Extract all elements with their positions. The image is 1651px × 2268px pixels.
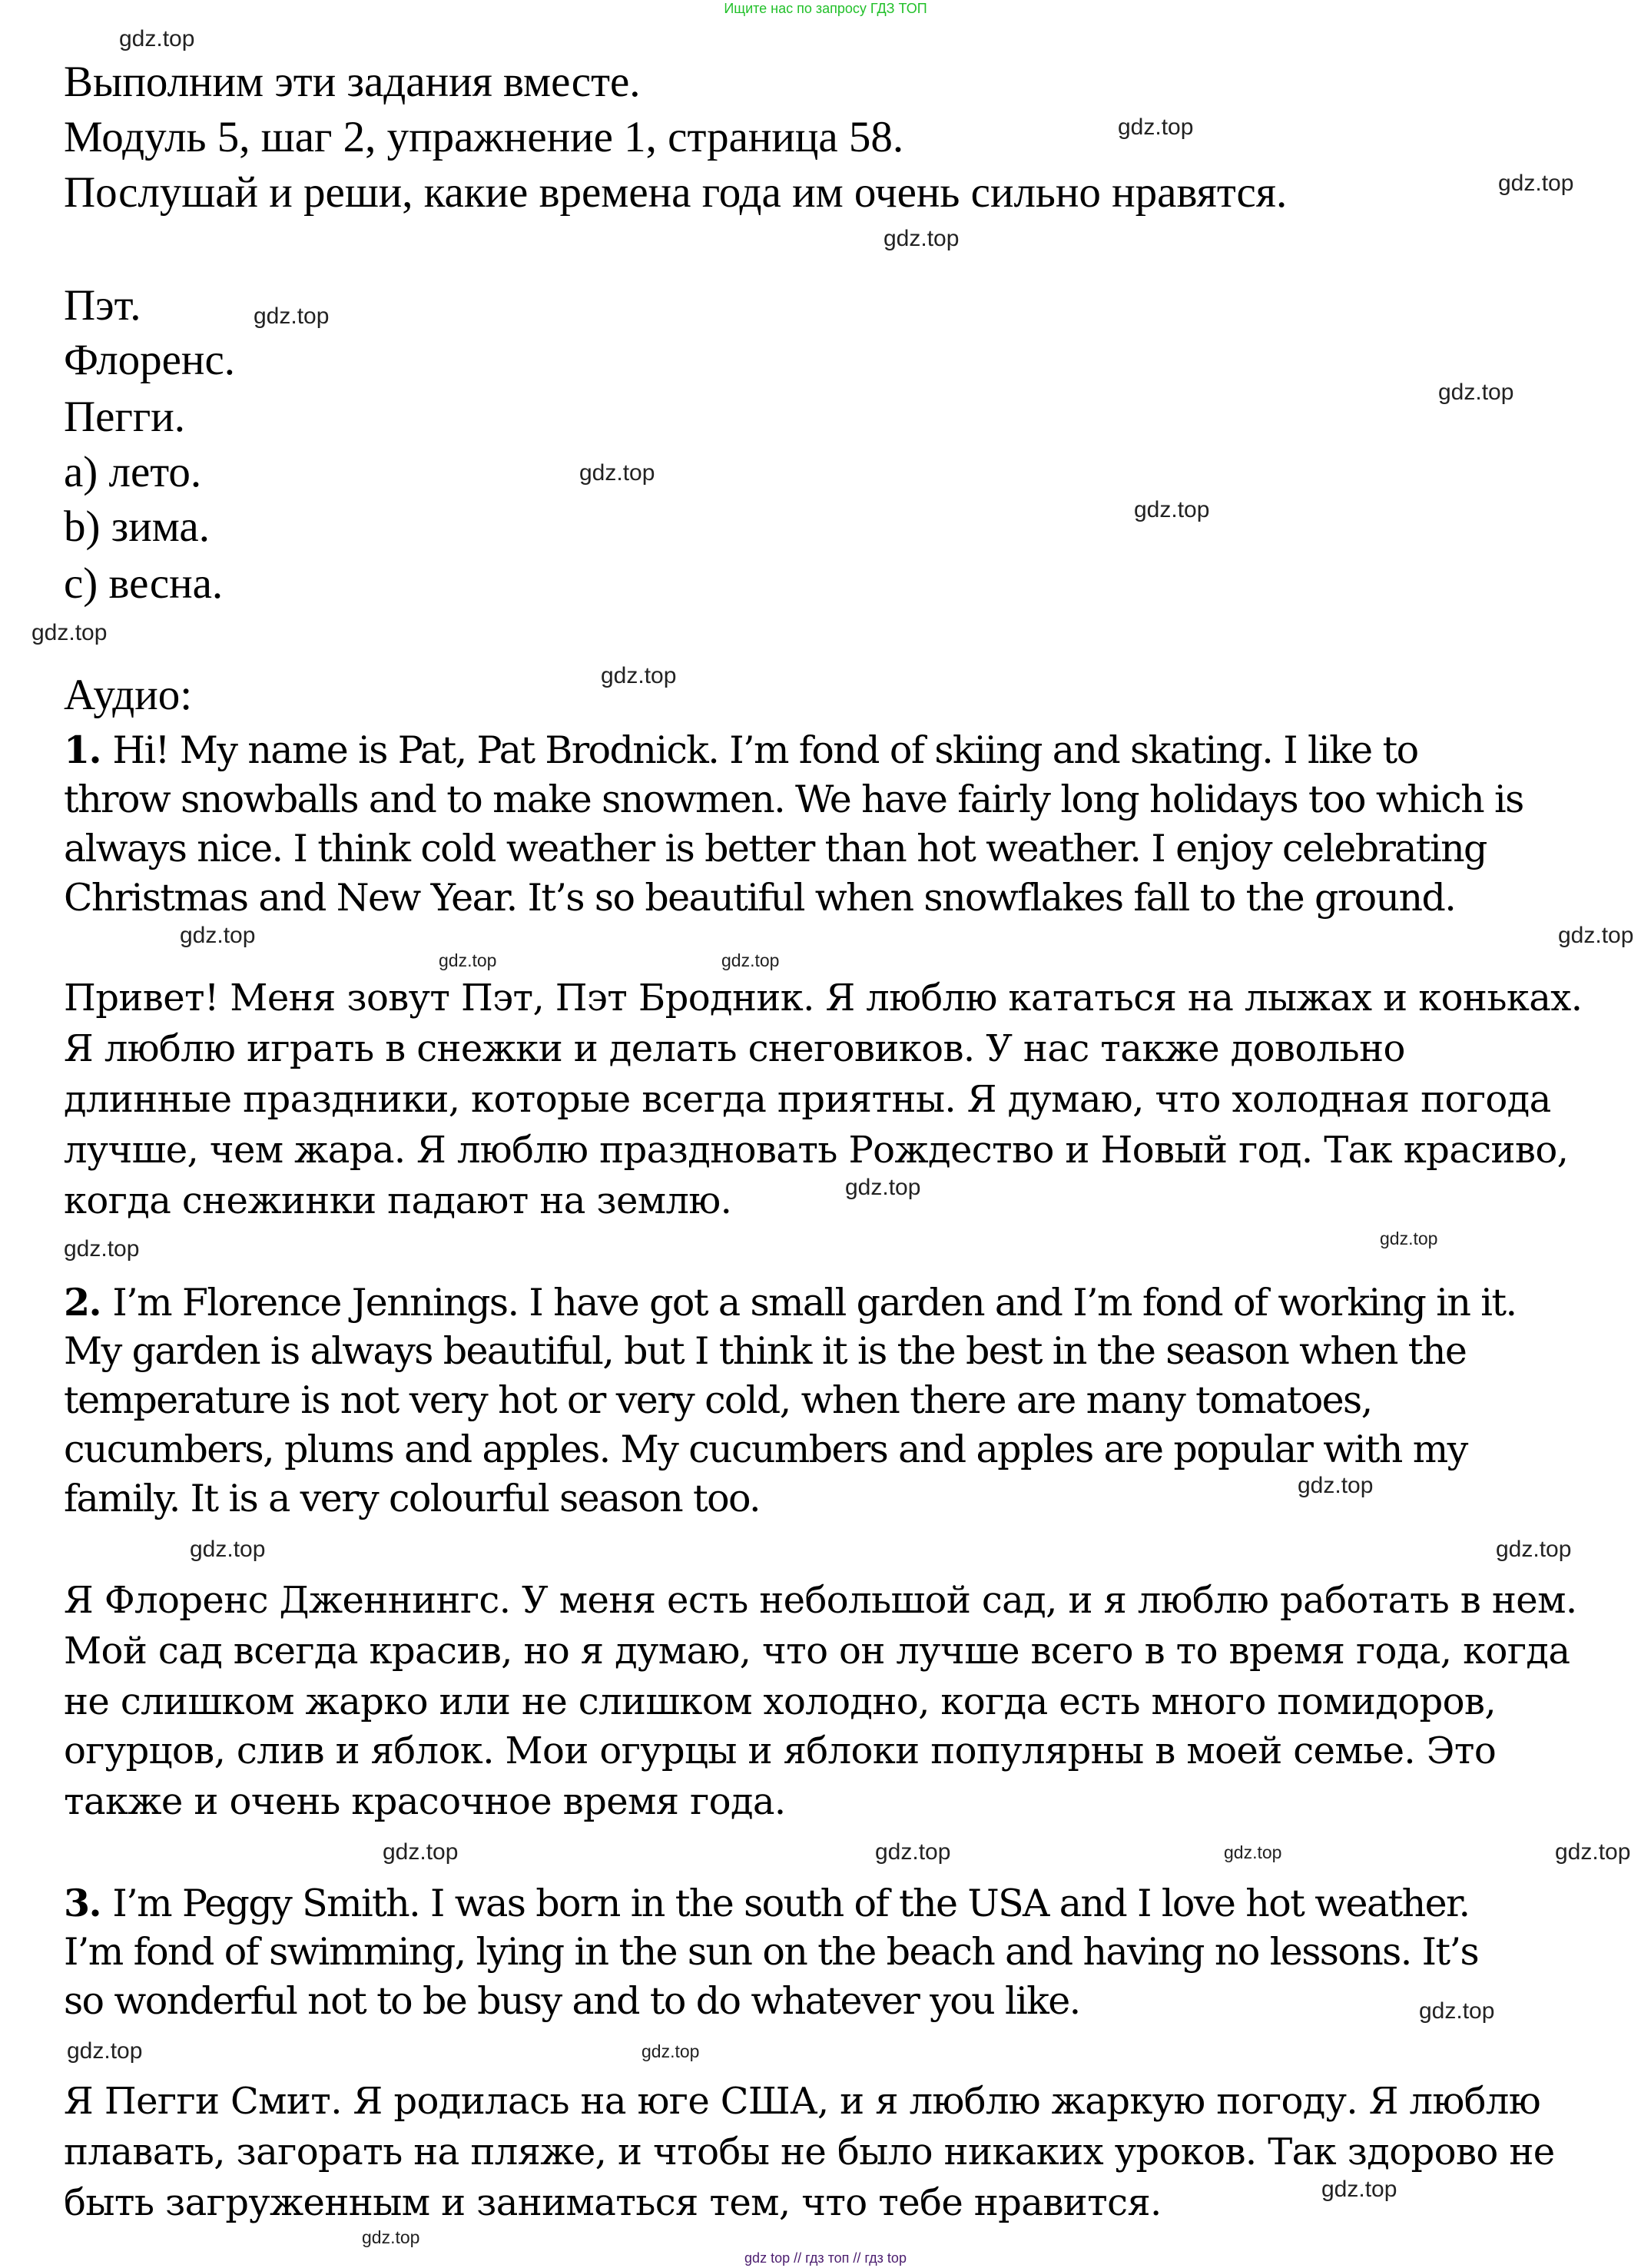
english-text-line (64, 725, 1418, 775)
english-text-line (64, 1928, 1478, 1977)
watermark: gdz.top (1224, 1842, 1282, 1862)
line-text: throw snowballs and to make snowmen. We have fairly long holidays too which is (64, 777, 1523, 821)
line-text: so wonderful not to be busy and to do whatever you like. (64, 1979, 1080, 2024)
line-text: cucumbers, plums and apples. My cucumbers and apples are popular with my (64, 1427, 1467, 1471)
russian-translation-line (64, 2077, 1540, 2126)
line-text: быть загруженным и заниматься тем, что тебе нравится. (64, 2181, 1162, 2225)
watermark: gdz.top (439, 950, 497, 970)
line-text: также и очень красочное время года. (64, 1779, 786, 1823)
watermark: gdz.top (190, 1537, 266, 1562)
line-text: не слишком жарко или не слишком холодно, когда есть много помидоров, (64, 1679, 1497, 1723)
russian-translation-line (64, 2178, 1162, 2227)
watermark: gdz.top (64, 1236, 140, 1262)
russian-translation-line (64, 1726, 1496, 1776)
person-peggy: Пегги. (64, 392, 185, 441)
watermark: gdz.top (601, 663, 677, 688)
line-text: когда снежинки падают на землю. (64, 1179, 732, 1222)
watermark: gdz.top (180, 923, 256, 948)
russian-translation-line (64, 1626, 1570, 1676)
line-text: Christmas and New Year. It’s so beautiful when snowflakes fall to the ground. (64, 875, 1456, 920)
watermark: gdz.top (1118, 114, 1194, 140)
line-text: Hi! My name is Pat, Pat Brodnick. I’m fond of skiing and skating. I like to (112, 728, 1418, 773)
audio-heading: Аудио: (64, 670, 193, 719)
item-number: 1. (64, 728, 113, 773)
task-instruction: Послушай и реши, какие времена года им очень сильно нравятся. (64, 167, 1288, 217)
watermark: gdz.top (1496, 1537, 1572, 1562)
watermark: gdz.top (1134, 497, 1210, 522)
watermark: gdz.top (1321, 2177, 1397, 2202)
line-text: temperature is not very hot or very cold, when there are many tomatoes, (64, 1378, 1372, 1422)
option-b: b) зима. (64, 502, 210, 552)
line-text: длинные праздники, которые всегда приятны. Я думаю, что холодная погода (64, 1077, 1551, 1121)
watermark: gdz.top (845, 1175, 921, 1200)
watermark: gdz.top (31, 620, 108, 645)
option-a: а) лето. (64, 447, 202, 496)
top-banner: Ищите нас по запросу ГДЗ ТОП (724, 1, 927, 16)
watermark: gdz.top (67, 2038, 143, 2064)
watermark: gdz.top (383, 1839, 459, 1865)
line-text: Привет! Меня зовут Пэт, Пэт Бродник. Я люблю кататься на лыжах и коньках. (64, 976, 1583, 1020)
russian-translation-line (64, 1176, 731, 1225)
russian-translation-line (64, 1576, 1576, 1625)
watermark: gdz.top (1419, 1998, 1495, 2024)
russian-translation-line (64, 1677, 1496, 1726)
line-text: Я Флоренс Дженнингс. У меня есть небольшой сад, и я люблю работать в нем. (64, 1578, 1577, 1622)
english-text-line (64, 1425, 1467, 1474)
english-text-line (64, 1278, 1516, 1328)
line-text: I’m Peggy Smith. I was born in the south of the USA and I love hot weather. (112, 1881, 1470, 1925)
english-text-line (64, 1878, 1469, 1928)
watermark: gdz.top (579, 460, 655, 486)
watermark: gdz.top (1380, 1228, 1438, 1248)
item-number: 2. (64, 1279, 113, 1325)
russian-translation-line (64, 1075, 1551, 1124)
line-text: I’m Florence Jennings. I have got a small garden and I’m fond of working in it. (112, 1280, 1517, 1325)
line-text: Мой сад всегда красив, но я думаю, что он лучше всего в то время года, когда (64, 1629, 1570, 1673)
module-reference: Модуль 5, шаг 2, упражнение 1, страница 58. (64, 113, 904, 162)
watermark: gdz.top (642, 2041, 700, 2061)
line-text: Я люблю играть в снежки и делать снеговиков. У нас также довольно (64, 1026, 1405, 1070)
english-text-line (64, 775, 1523, 824)
watermark: gdz.top (721, 950, 780, 970)
line-text: always nice. I think cold weather is better than hot weather. I enjoy celebrating (64, 826, 1487, 870)
watermark: gdz.top (1558, 923, 1634, 948)
watermark: gdz.top (875, 1839, 951, 1865)
english-text-line (64, 1327, 1466, 1376)
english-text-line (64, 874, 1455, 923)
line-text: огурцов, слив и яблок. Мои огурцы и яблоки популярны в моей семье. Это (64, 1729, 1497, 1772)
option-c: c) весна. (64, 559, 224, 608)
item-number: 3. (64, 1880, 113, 1925)
person-pat: Пэт. (64, 280, 141, 330)
watermark: gdz.top (254, 303, 330, 329)
russian-translation-line (64, 1024, 1405, 1073)
watermark: gdz.top (1555, 1839, 1631, 1865)
line-text: Я Пегги Смит. Я родилась на юге США, и я люблю жаркую погоду. Я люблю (64, 2080, 1541, 2124)
russian-translation-line (64, 1126, 1568, 1175)
russian-translation-line (64, 1777, 786, 1826)
watermark: gdz.top (362, 2227, 420, 2247)
line-text: лучше, чем жара. Я люблю праздновать Рождество и Новый год. Так красиво, (64, 1128, 1569, 1172)
watermark: gdz.top (1298, 1473, 1374, 1498)
watermark: gdz.top (1498, 171, 1574, 196)
watermark: gdz.top (884, 226, 960, 251)
bottom-banner: gdz top // гдз топ // гдз top (744, 2250, 907, 2266)
line-text: I’m fond of swimming, lying in the sun on the beach and having no lessons. It’s (64, 1929, 1479, 1974)
watermark: gdz.top (119, 26, 195, 51)
english-text-line (64, 1376, 1372, 1425)
intro-line: Выполним эти задания вместе. (64, 58, 641, 107)
russian-translation-line (64, 2127, 1555, 2177)
line-text: family. It is a very colourful season too. (64, 1476, 761, 1520)
english-text-line (64, 1977, 1080, 2026)
line-text: My garden is always beautiful, but I think it is the best in the season when the (64, 1328, 1467, 1373)
english-text-line (64, 824, 1487, 874)
english-text-line (64, 1474, 760, 1524)
watermark: gdz.top (1438, 380, 1514, 405)
russian-translation-line (64, 973, 1582, 1023)
line-text: плавать, загорать на пляже, и чтобы не было никаких уроков. Так здорово не (64, 2130, 1555, 2174)
person-florence: Флоренс. (64, 336, 235, 385)
